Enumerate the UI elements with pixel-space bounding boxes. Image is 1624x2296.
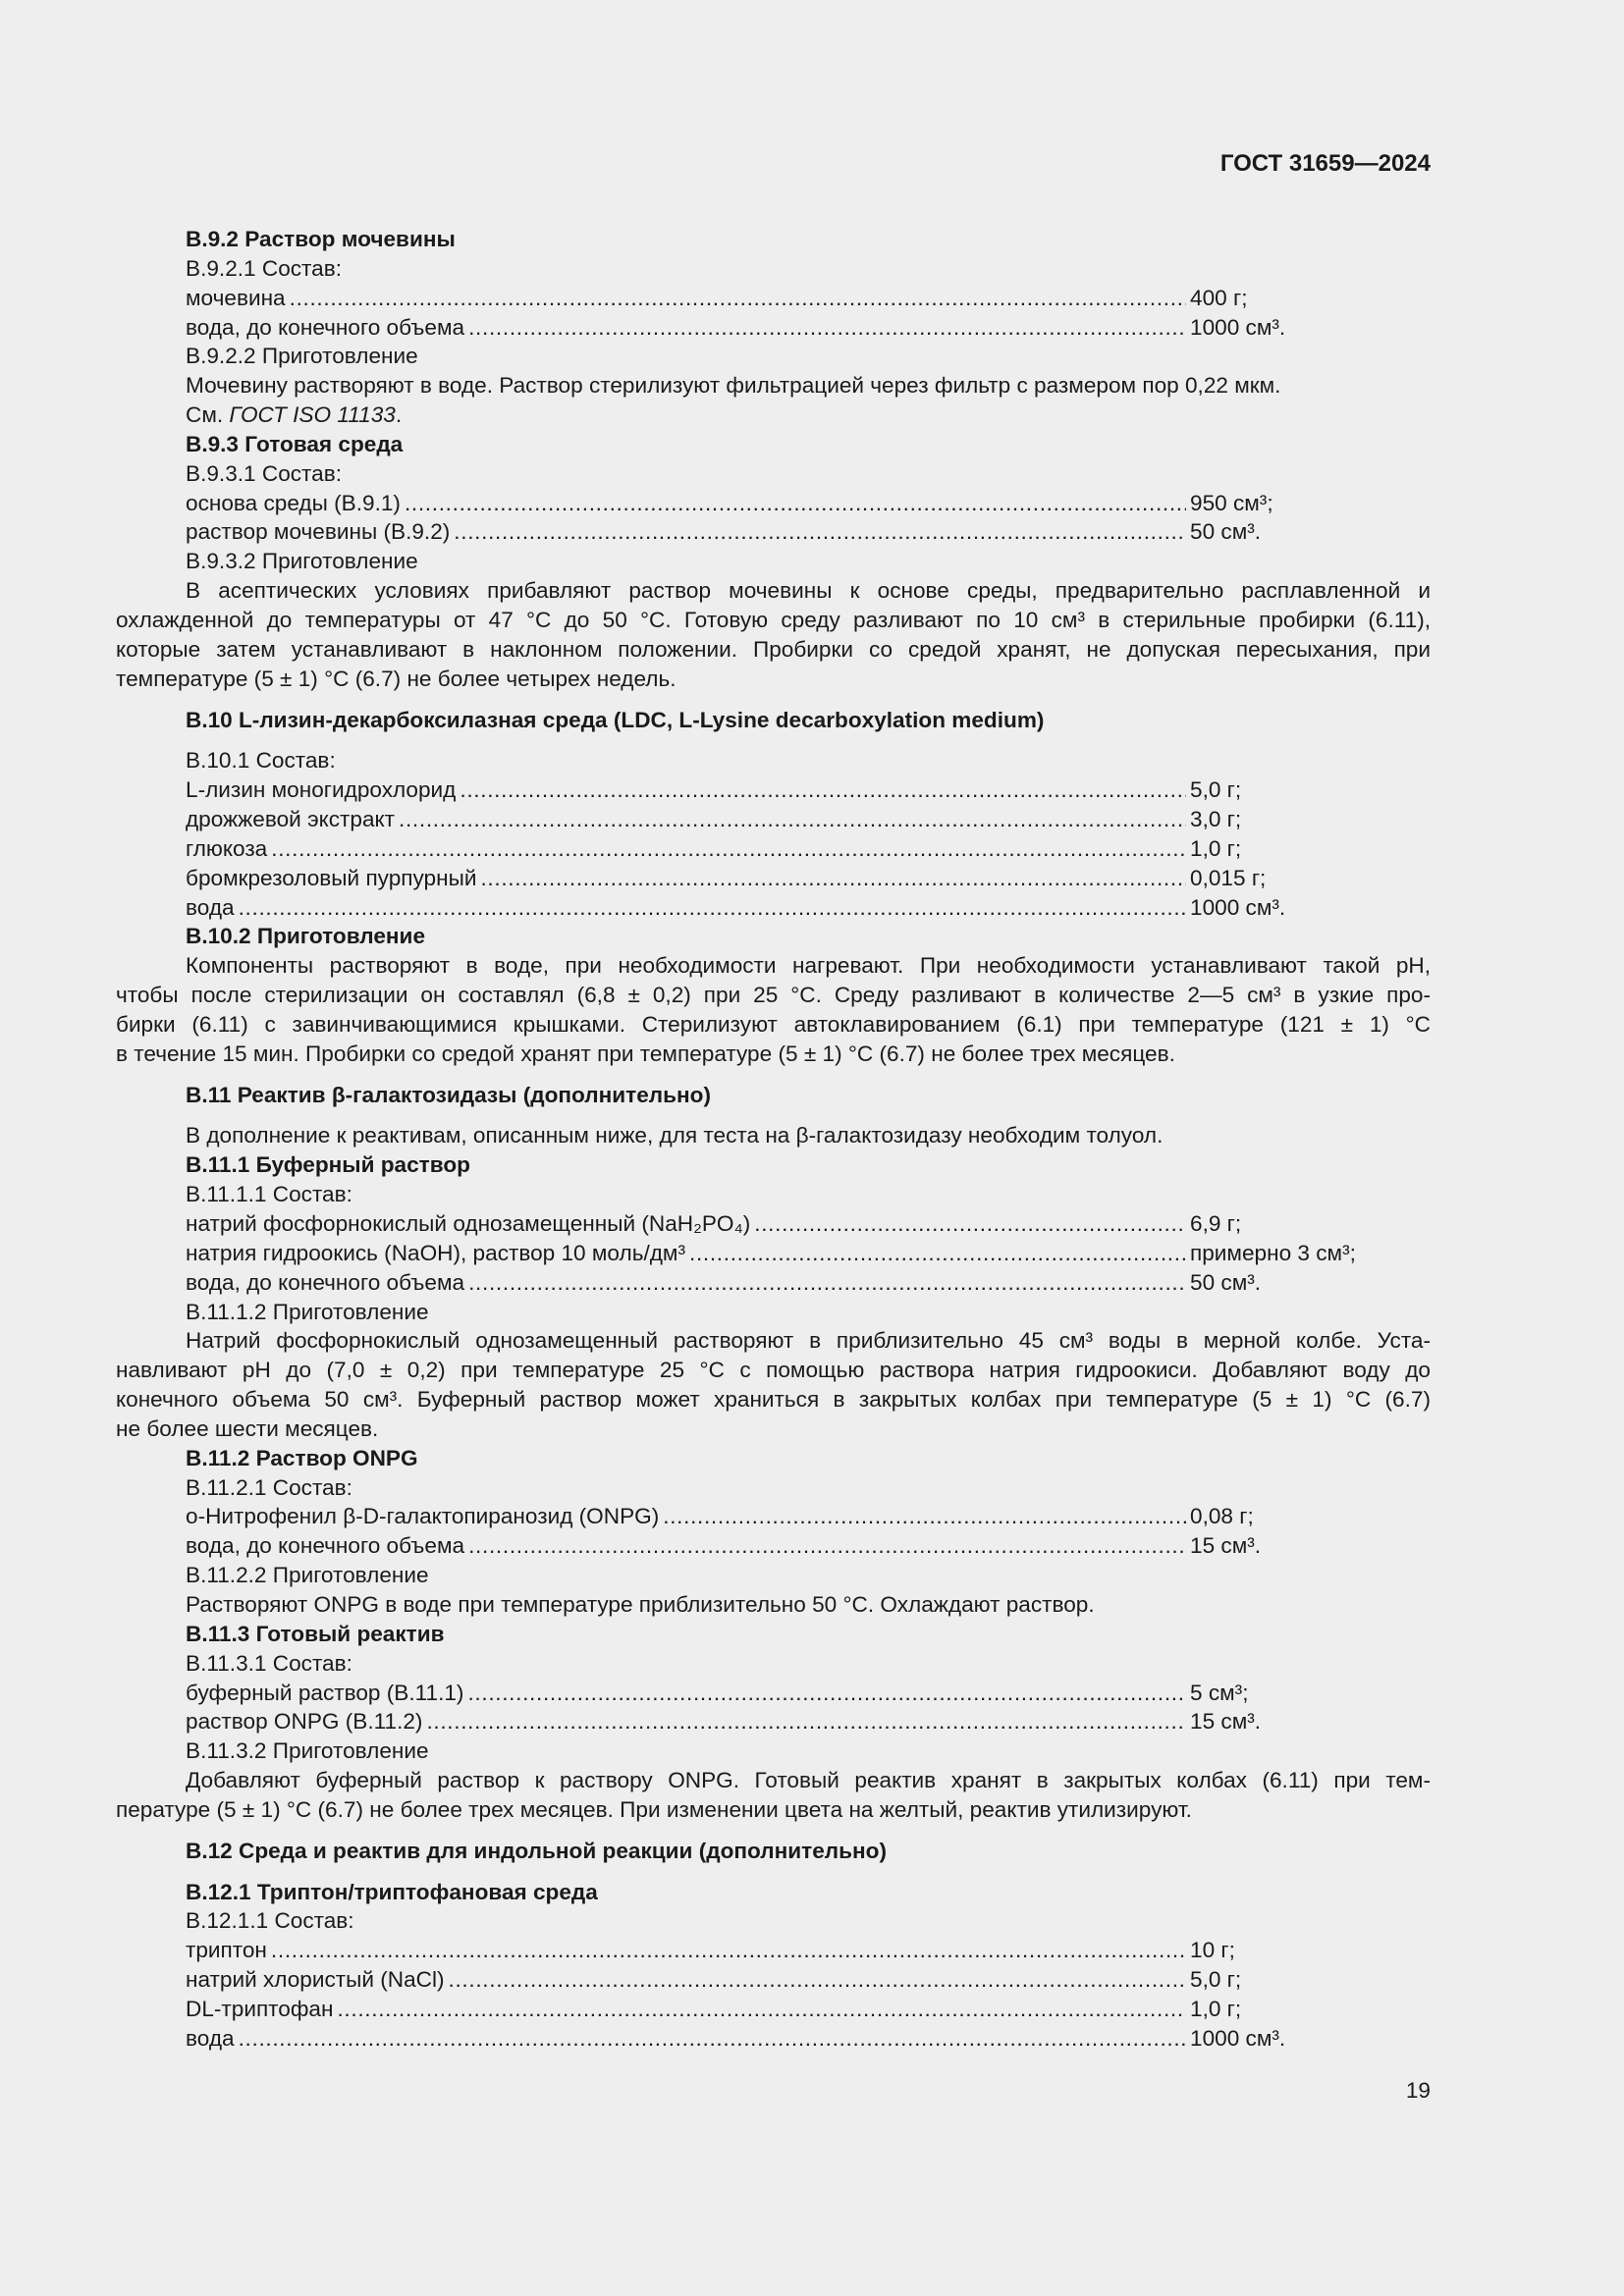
paragraph-line: пературе (5 ± 1) °С (6.7) не более трех месяцев. При изменении цвета на желтый, реактив утилизируют. bbox=[116, 1796, 1192, 1822]
dot-leader bbox=[399, 805, 1186, 834]
composition-heading-b921: В.9.2.1 Состав: bbox=[186, 255, 342, 281]
ingredient-amount: 5,0 г; bbox=[1190, 1967, 1242, 1993]
paragraph-line: температуре (5 ± 1) °С (6.7) не более четырех недель. bbox=[116, 666, 677, 691]
dot-leader bbox=[426, 1707, 1186, 1736]
reference-line: См. ГОСТ ISO 11133. bbox=[186, 402, 403, 428]
dot-leader bbox=[468, 1268, 1186, 1298]
paragraph-line: В асептических условиях прибавляют раствор мочевины к основе среды, предварительно расплавленной и bbox=[186, 578, 1431, 604]
ingredient-amount: 1000 см³. bbox=[1190, 314, 1286, 340]
dot-leader bbox=[271, 834, 1186, 864]
ingredient-name: L-лизин моногидрохлорид bbox=[186, 777, 457, 803]
ingredient-name: вода bbox=[186, 2025, 235, 2051]
paragraph-line: Компоненты растворяют в воде, при необходимости нагревают. При необходимости устанавливают такой pH, bbox=[186, 953, 1431, 979]
ingredient-amount: 1,0 г; bbox=[1190, 1996, 1242, 2021]
ingredient-row bbox=[116, 1531, 1431, 1561]
section-title-b92: В.9.2 Раствор мочевины bbox=[186, 227, 456, 251]
ingredient-name: DL-триптофан bbox=[186, 1996, 334, 2021]
preparation-heading-b932: В.9.3.2 Приготовление bbox=[186, 549, 418, 574]
dot-leader bbox=[663, 1502, 1186, 1531]
ingredient-amount: 0,08 г; bbox=[1190, 1504, 1254, 1529]
ingredient-row bbox=[116, 893, 1431, 923]
preparation-heading-b1112: В.11.1.2 Приготовление bbox=[186, 1299, 429, 1324]
page-number: 19 bbox=[1405, 2078, 1431, 2103]
ingredient-amount: 400 г; bbox=[1190, 285, 1248, 310]
ingredient-row bbox=[116, 1239, 1431, 1268]
ingredient-row bbox=[116, 864, 1431, 893]
paragraph-line: в течение 15 мин. Пробирки со средой хранят при температуре (5 ± 1) °С (6.7) не более трех месяцев. bbox=[116, 1041, 1175, 1066]
composition-heading-b1131: В.11.3.1 Состав: bbox=[186, 1650, 352, 1676]
paragraph-line: охлажденной до температуры от 47 °С до 50 °С. Готовую среду разливают по 10 см³ в стерильные пробирки (6.11), bbox=[116, 607, 1431, 632]
dot-leader bbox=[460, 775, 1186, 805]
ingredient-amount: 6,9 г; bbox=[1190, 1211, 1242, 1236]
dot-leader bbox=[454, 517, 1186, 547]
ingredient-row bbox=[116, 489, 1431, 518]
composition-heading-b1211: В.12.1.1 Состав: bbox=[186, 1908, 354, 1934]
ingredient-amount: 50 см³. bbox=[1190, 1269, 1262, 1295]
dot-leader bbox=[467, 1679, 1186, 1708]
dot-leader bbox=[239, 893, 1186, 923]
ingredient-row bbox=[116, 1502, 1431, 1531]
preparation-heading-b922: В.9.2.2 Приготовление bbox=[186, 344, 418, 369]
subsection-title-b113: В.11.3 Готовый реактив bbox=[186, 1621, 445, 1646]
paragraph-line: Натрий фосфорнокислый однозамещенный растворяют в приблизительно 45 см³ воды в мерной колбе. Уста- bbox=[186, 1328, 1431, 1354]
ingredient-amount: 50 см³. bbox=[1190, 519, 1262, 545]
intro-line: В дополнение к реактивам, описанным ниже, для теста на β-галактозидазу необходим толуол. bbox=[186, 1123, 1164, 1148]
ingredient-name: вода bbox=[186, 894, 235, 920]
ingredient-row bbox=[116, 1679, 1431, 1708]
ingredient-row bbox=[116, 2024, 1431, 2054]
ingredient-row bbox=[116, 834, 1431, 864]
composition-heading-b1121: В.11.2.1 Состав: bbox=[186, 1474, 352, 1500]
ingredient-row bbox=[116, 1707, 1431, 1736]
spacer bbox=[116, 1866, 1431, 1878]
ingredient-amount: 1,0 г; bbox=[1190, 835, 1242, 861]
ingredient-name: о-Нитрофенил β-D-галактопиранозид (ONPG) bbox=[186, 1504, 660, 1529]
dot-leader bbox=[337, 1995, 1186, 2024]
page-content bbox=[116, 225, 1431, 2054]
ingredient-name: буферный раствор (В.11.1) bbox=[186, 1680, 464, 1705]
dot-leader bbox=[480, 864, 1186, 893]
ingredient-row bbox=[116, 1268, 1431, 1298]
ingredient-name: натрий фосфорнокислый однозамещенный (NaH₂PO₄) bbox=[186, 1211, 751, 1236]
ingredient-amount: 0,015 г; bbox=[1190, 865, 1267, 890]
composition-heading-b101: В.10.1 Состав: bbox=[186, 748, 336, 774]
ingredient-amount: 10 г; bbox=[1190, 1938, 1235, 1963]
dot-leader bbox=[468, 313, 1186, 343]
ingredient-name: дрожжевой экстракт bbox=[186, 807, 395, 832]
composition-heading-b931: В.9.3.1 Состав: bbox=[186, 460, 342, 486]
ingredient-amount: 15 см³. bbox=[1190, 1709, 1262, 1735]
ingredient-amount: 3,0 г; bbox=[1190, 807, 1242, 832]
standard-header: ГОСТ 31659—2024 bbox=[1219, 150, 1431, 177]
paragraph-line: Добавляют буферный раствор к раствору ONPG. Готовый реактив хранят в закрытых колбах (6.11) при тем- bbox=[186, 1768, 1431, 1793]
preparation-heading-b1122: В.11.2.2 Приготовление bbox=[186, 1563, 429, 1588]
spacer bbox=[116, 1825, 1431, 1837]
ingredient-row bbox=[116, 313, 1431, 343]
dot-leader bbox=[271, 1936, 1186, 1965]
paragraph-line: бирки (6.11) с завинчивающимися крышками. Стерилизуют автоклавированием (6.1) при температуре (121 ± 1) °С bbox=[116, 1011, 1431, 1037]
spacer bbox=[116, 694, 1431, 706]
paragraph-line: чтобы после стерилизации он составлял (6,8 ± 0,2) при 25 °С. Среду разливают в количестве 2—5 см³ в узкие про- bbox=[116, 983, 1431, 1008]
paragraph-line: которые затем устанавливают в наклонном положении. Пробирки со средой хранят, не допуская пересыхания, при bbox=[116, 636, 1431, 662]
ingredient-name: глюкоза bbox=[186, 835, 268, 861]
subsection-title-b112: В.11.2 Раствор ONPG bbox=[186, 1445, 418, 1470]
ingredient-name: раствор мочевины (В.9.2) bbox=[186, 519, 451, 545]
ingredient-name: раствор ONPG (В.11.2) bbox=[186, 1709, 423, 1735]
paragraph-line: конечного объема 50 см³. Буферный раствор может храниться в закрытых колбах при температуре (5 ± 1) °С (6.7) bbox=[116, 1387, 1431, 1413]
ingredient-row bbox=[116, 1209, 1431, 1239]
paragraph-line: Мочевину растворяют в воде. Раствор стерилизуют фильтрацией через фильтр с размером пор 0,22 мкм. bbox=[186, 373, 1281, 399]
subsection-title-b111: В.11.1 Буферный раствор bbox=[186, 1152, 470, 1178]
dot-leader bbox=[468, 1531, 1186, 1561]
dot-leader bbox=[449, 1965, 1186, 1995]
spacer bbox=[116, 734, 1431, 746]
ingredient-amount: 5,0 г; bbox=[1190, 777, 1242, 803]
standard-reference: ГОСТ ISO 11133 bbox=[229, 402, 396, 428]
composition-heading-b1111: В.11.1.1 Состав: bbox=[186, 1182, 352, 1207]
ingredient-amount: 1000 см³. bbox=[1190, 894, 1286, 920]
ingredient-row bbox=[116, 517, 1431, 547]
ingredient-row bbox=[116, 284, 1431, 313]
ingredient-row bbox=[116, 775, 1431, 805]
paragraph-line: Растворяют ONPG в воде при температуре приблизительно 50 °С. Охлаждают раствор. bbox=[186, 1591, 1095, 1617]
preparation-heading-b1132: В.11.3.2 Приготовление bbox=[186, 1738, 429, 1764]
ingredient-name: вода, до конечного объема bbox=[186, 1269, 465, 1295]
ingredient-row bbox=[116, 1995, 1431, 2024]
ingredient-amount: 1000 см³. bbox=[1190, 2025, 1286, 2051]
dot-leader bbox=[689, 1239, 1186, 1268]
ingredient-name: триптон bbox=[186, 1938, 267, 1963]
ingredient-row bbox=[116, 1965, 1431, 1995]
ingredient-amount: 15 см³. bbox=[1190, 1533, 1262, 1559]
ingredient-name: вода, до конечного объема bbox=[186, 314, 465, 340]
paragraph-line: не более шести месяцев. bbox=[116, 1415, 379, 1441]
dot-leader bbox=[405, 489, 1186, 518]
ingredient-amount: 5 см³; bbox=[1190, 1680, 1249, 1705]
ingredient-row bbox=[116, 805, 1431, 834]
spacer bbox=[116, 1109, 1431, 1121]
section-title-b93: В.9.3 Готовая среда bbox=[186, 431, 404, 456]
ingredient-amount: 950 см³; bbox=[1190, 490, 1273, 515]
section-title-b12: В.12 Среда и реактив для индольной реакции (дополнительно) bbox=[186, 1838, 887, 1863]
section-title-b10: В.10 L-лизин-декарбоксилазная среда (LDC, L-Lysine decarboxylation medium) bbox=[186, 707, 1045, 732]
subsection-title-b121: В.12.1 Триптон/триптофановая среда bbox=[186, 1879, 598, 1904]
section-title-b11: В.11 Реактив β-галактозидазы (дополнительно) bbox=[186, 1082, 712, 1107]
paragraph-line: навливают pH до (7,0 ± 0,2) при температуре 25 °С с помощью раствора натрия гидроокиси. Добавляют воду до bbox=[116, 1358, 1431, 1383]
dot-leader bbox=[290, 284, 1186, 313]
ingredient-name: мочевина bbox=[186, 285, 286, 310]
ingredient-name: натрия гидроокись (NaOH), раствор 10 моль/дм³ bbox=[186, 1240, 685, 1265]
ingredient-row bbox=[116, 1936, 1431, 1965]
dot-leader bbox=[754, 1209, 1186, 1239]
preparation-heading-b102: В.10.2 Приготовление bbox=[186, 924, 426, 949]
ingredient-name: бромкрезоловый пурпурный bbox=[186, 865, 477, 890]
ingredient-name: натрий хлористый (NaCl) bbox=[186, 1967, 445, 1993]
ingredient-name: основа среды (В.9.1) bbox=[186, 490, 401, 515]
ingredient-name: вода, до конечного объема bbox=[186, 1533, 465, 1559]
dot-leader bbox=[239, 2024, 1186, 2054]
spacer bbox=[116, 1069, 1431, 1081]
ingredient-amount: примерно 3 см³; bbox=[1190, 1240, 1356, 1265]
